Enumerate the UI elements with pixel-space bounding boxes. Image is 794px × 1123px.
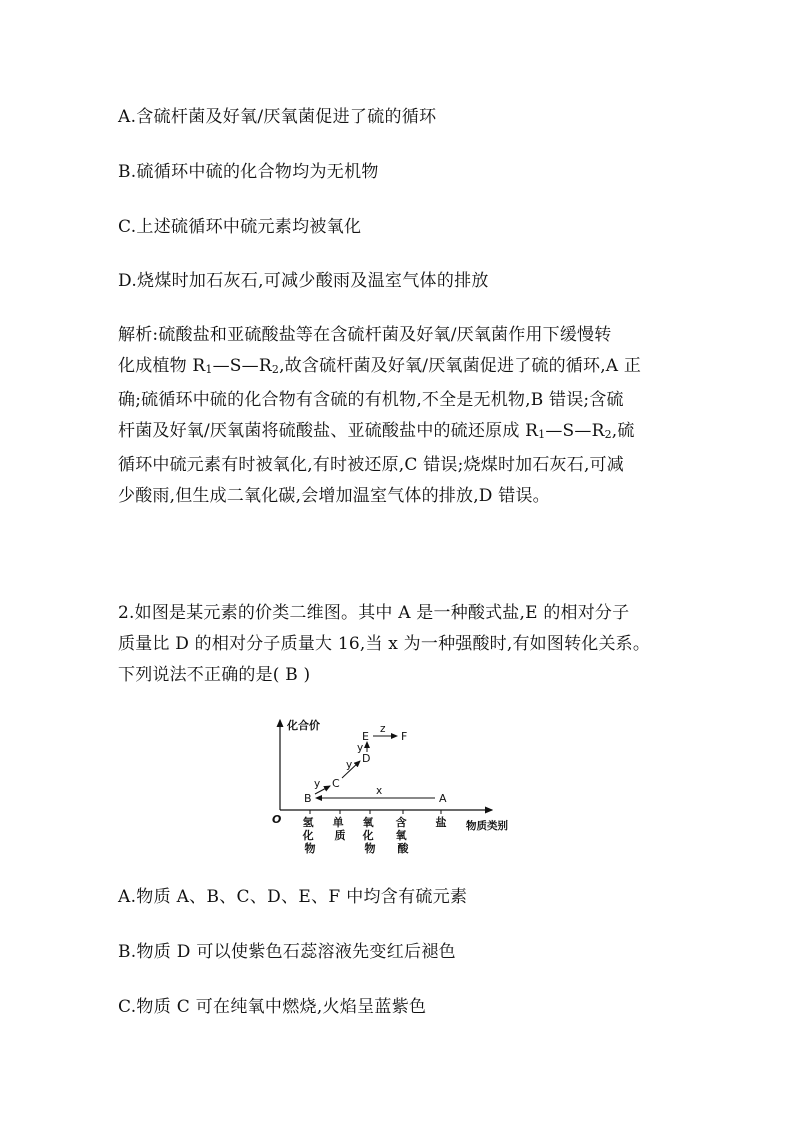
point-a: A [439,792,447,805]
category-oxide: 氧 化 物 [362,816,376,855]
question-2 [118,598,690,691]
reagent-x: x [376,785,383,797]
analysis-paragraph [118,320,690,512]
y-axis-label: 化合价 [287,719,320,732]
analysis-line: 确;硫循环中硫的化合物有含硫的有机物,不全是无机物,B 错误;含硫 [118,390,624,410]
x-axis-label: 物质类别 [466,820,508,832]
category-element: 单 质 [332,816,346,842]
point-e: E [362,730,369,743]
reagent-z: z [380,723,386,735]
question-line: 质量比 D 的相对分子质量大 16,当 x 为一种强酸时,有如图转化关系。 [118,634,651,654]
category-oxyacid: 含 氧 酸 [395,816,409,855]
valence-category-diagram [270,712,530,872]
point-b: B [304,792,312,805]
option-d: D.烧煤时加石灰石,可减少酸雨及温室气体的排放 [118,271,489,291]
analysis-line: 循环中硫元素有时被氧化,有时被还原,C 错误;烧煤时加石灰石,可减 [118,455,624,475]
option-a: A.物质 A、B、C、D、E、F 中均含有硫元素 [118,887,468,907]
analysis-line: 杆菌及好氧/厌氧菌将硫酸盐、亚硫酸盐中的硫还原成 $R_1—S—R_2$,硫 [118,421,635,441]
point-c: C [332,777,340,790]
category-hydride: 氢 化 物 [302,816,316,855]
option-a: A.含硫杆菌及好氧/厌氧菌促进了硫的循环 [118,107,437,127]
origin-label: O [272,813,282,826]
option-b: B.物质 D 可以使紫色石蕊溶液先变红后褪色 [118,942,456,962]
reagent-y1: y [314,778,321,790]
analysis-line: 化成植物 $R_1—S—R_2$,故含硫杆菌及好氧/厌氧菌促进了硫的循环,A 正 [118,356,642,376]
option-c: C.物质 C 可在纯氧中燃烧,火焰呈蓝紫色 [118,997,427,1017]
point-f: F [401,730,408,743]
point-d: D [362,752,371,765]
option-b: B.硫循环中硫的化合物均为无机物 [118,162,379,182]
analysis-line: 解析:硫酸盐和亚硫酸盐等在含硫杆菌及好氧/厌氧菌作用下缓慢转 [118,325,612,345]
question-line: 2.如图是某元素的价类二维图。其中 A 是一种酸式盐,E 的相对分子 [118,603,630,623]
reagent-y3: y [357,742,364,754]
question-line: 下列说法不正确的是( B ) [118,665,311,685]
reagent-y2: y [346,759,353,771]
option-c: C.上述硫循环中硫元素均被氧化 [118,217,362,237]
category-salt: 盐 [435,816,447,829]
analysis-line: 少酸雨,但生成二氧化碳,会增加温室气体的排放,D 错误。 [118,486,550,506]
